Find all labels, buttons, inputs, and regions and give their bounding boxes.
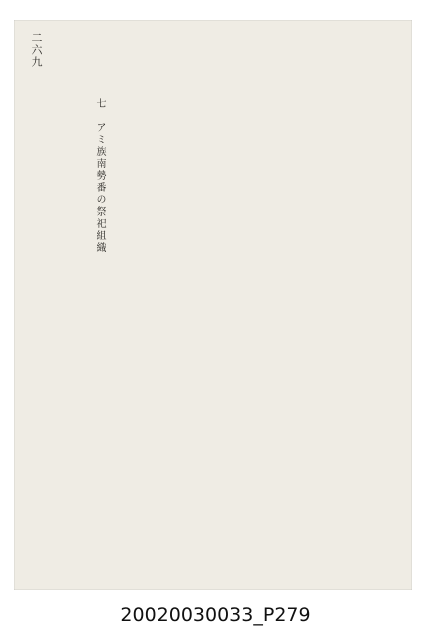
document-page bbox=[14, 20, 412, 590]
image-caption: 20020030033_P279 bbox=[120, 604, 311, 626]
body-text bbox=[108, 46, 394, 572]
page-number: 二六九 bbox=[30, 32, 43, 68]
running-head: 七 アミ族南勢番の祭祀組織 bbox=[94, 98, 105, 254]
